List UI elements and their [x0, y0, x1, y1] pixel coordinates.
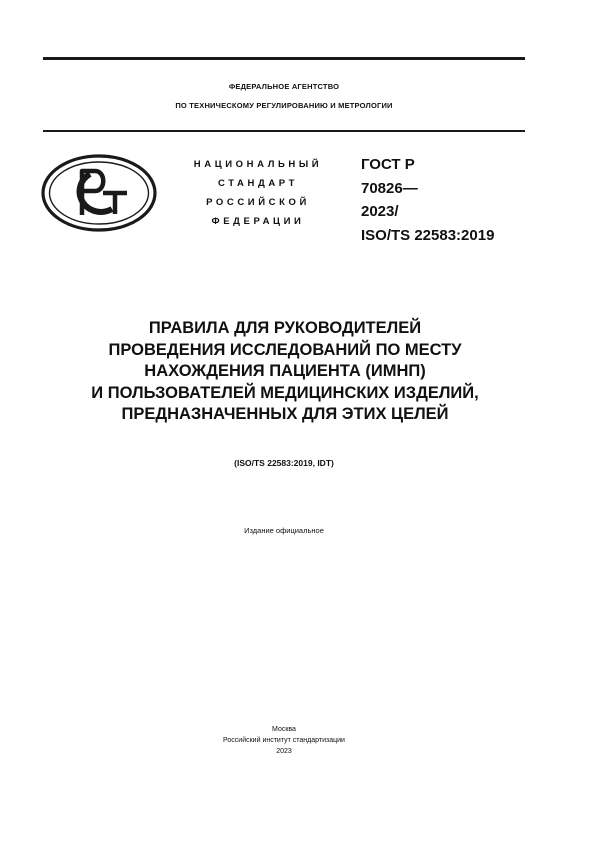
national-standard-label [170, 155, 346, 231]
designation-line: 2023/ [361, 203, 399, 220]
title-line: ПРАВИЛА ДЛЯ РУКОВОДИТЕЛЕЙ [148, 319, 422, 337]
title-line: ПРОВЕДЕНИЯ ИССЛЕДОВАНИЙ ПО МЕСТУ [108, 340, 462, 359]
agency-name-line-2: ПО ТЕХНИЧЕСКОМУ РЕГУЛИРОВАНИЮ И МЕТРОЛОГИИ [175, 101, 393, 110]
agency-name-line-1: ФЕДЕРАЛЬНОЕ АГЕНТСТВО [228, 82, 340, 91]
equivalence-reference: (ISO/TS 22583:2019, IDT) [234, 458, 334, 468]
publisher-institute: Российский институт стандартизации [223, 737, 345, 744]
edition-label: Издание официальное [244, 526, 324, 535]
top-divider [43, 57, 525, 60]
designation-line: ГОСТ Р [361, 156, 415, 173]
publication-year: 2023 [276, 748, 292, 755]
header-divider [43, 130, 525, 132]
national-standard-line: РОССИЙСКОЙ [206, 197, 310, 208]
title-line: И ПОЛЬЗОВАТЕЛЕЙ МЕДИЦИНСКИХ ИЗДЕЛИЙ, [91, 383, 479, 402]
designation-line: 70826— [361, 179, 418, 197]
publisher-city: Москва [272, 726, 296, 733]
title-line: НАХОЖДЕНИЯ ПАЦИЕНТА (ИМНП) [144, 362, 426, 380]
national-standard-line: СТАНДАРТ [218, 178, 298, 189]
designation-line: ISO/TS 22583:2019 [361, 226, 495, 244]
rst-certification-mark-icon [40, 153, 158, 233]
national-standard-line: ФЕДЕРАЦИИ [211, 216, 305, 227]
national-standard-line: НАЦИОНАЛЬНЫЙ [193, 159, 323, 170]
title-line: ПРЕДНАЗНАЧЕННЫХ ДЛЯ ЭТИХ ЦЕЛЕЙ [121, 405, 449, 423]
document-title [60, 318, 510, 426]
standard-designation [361, 153, 536, 247]
